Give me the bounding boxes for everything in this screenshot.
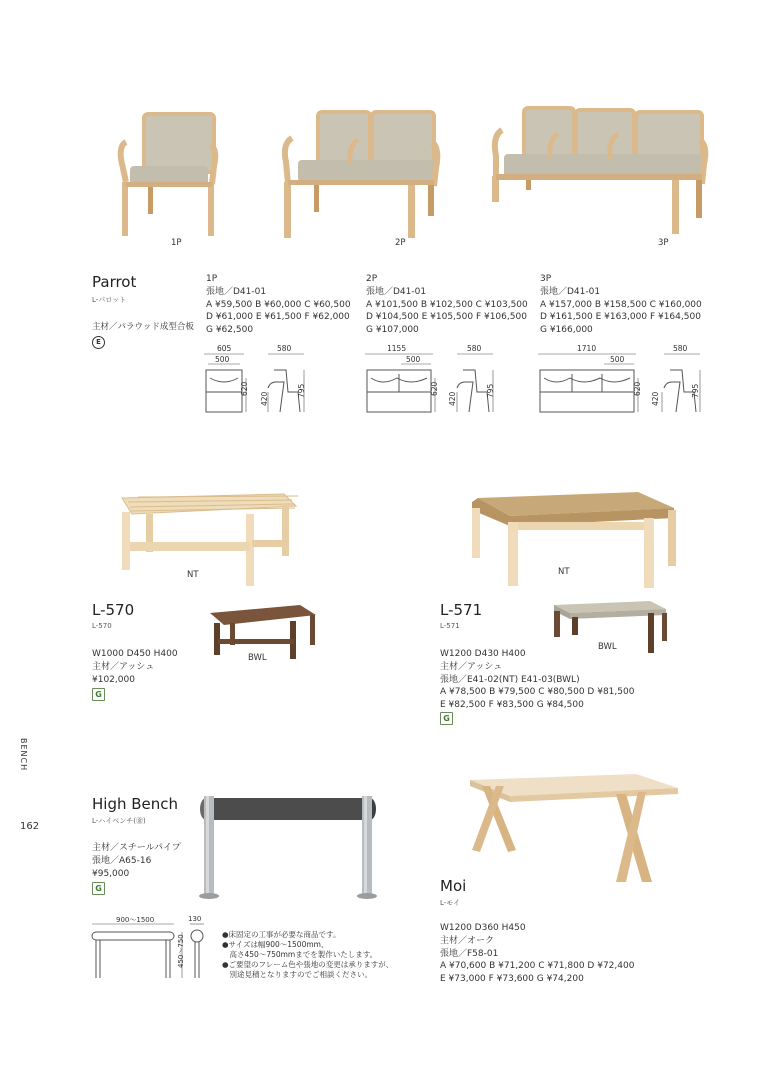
parrot-material: 主材／パラウッド成型合板 (92, 322, 194, 332)
dim-height: 795 (486, 383, 495, 398)
note-line: ●ご要望のフレーム色や張地の変更は承りますが、 (222, 960, 394, 969)
highbench-g-badge: G (92, 882, 105, 895)
dim-depth: 130 (188, 915, 202, 923)
note-line: 別途見積となりますのでご相談ください。 (222, 970, 372, 979)
parrot-caption-1p: 1P (171, 238, 182, 248)
spec-line: D ¥61,000 E ¥61,500 F ¥62,000 (206, 312, 350, 323)
l570-g-badge: G (92, 688, 105, 701)
parrot-caption-3p: 3P (658, 238, 669, 248)
dim-width: 1155 (387, 344, 407, 353)
l571-caption-nt: NT (558, 567, 570, 577)
spec-line: 張地／D41-01 (206, 286, 267, 297)
parrot-3p-spec (540, 273, 702, 337)
spec-line: E ¥73,000 F ¥73,600 G ¥74,200 (440, 974, 584, 985)
spec-line: A ¥78,500 B ¥79,500 C ¥80,500 D ¥81,500 (440, 687, 635, 698)
page-number: 162 (20, 821, 40, 832)
dim-depth: 580 (673, 344, 688, 353)
spec-line: 主材／アッシュ (440, 661, 503, 672)
moi-image (466, 772, 682, 884)
spec-line: D ¥161,500 E ¥163,000 F ¥164,500 (540, 312, 701, 323)
spec-label: 3P (540, 274, 552, 284)
spec-line: 主材／オーク (440, 935, 495, 946)
note-line: ●床固定の工事が必要な商品です。 (222, 930, 341, 939)
spec-line: ¥95,000 (92, 868, 130, 879)
highbench-title: High Bench (92, 795, 179, 813)
l570-spec (92, 648, 178, 686)
moi-subtitle: L-モイ (440, 899, 461, 907)
moi-spec (440, 922, 634, 986)
spec-line: 張地／A65-16 (92, 855, 152, 866)
highbench-diagram (90, 922, 210, 982)
spec-line: W1000 D450 H400 (92, 649, 178, 659)
parrot-3p-image (490, 104, 708, 234)
spec-line: 張地／E41-02(NT) E41-03(BWL) (440, 674, 580, 685)
moi-title: Moi (440, 877, 467, 895)
spec-line: G ¥62,500 (206, 325, 254, 336)
section-side-label: BENCH (19, 738, 28, 772)
spec-line: G ¥166,000 (540, 325, 593, 336)
l570-title: L-570 (92, 601, 135, 619)
l570-caption-nt: NT (187, 570, 199, 580)
parrot-1p-diagram (204, 352, 312, 422)
dim-height: 795 (297, 383, 306, 398)
spec-label: 1P (206, 274, 218, 284)
highbench-image (198, 788, 378, 900)
dim-seat: 500 (610, 355, 625, 364)
dim-arm-height: 420 (260, 391, 269, 406)
l571-g-badge: G (440, 712, 453, 725)
dim-seat-height: 620 (633, 381, 642, 396)
spec-line: A ¥59,500 B ¥60,000 C ¥60,500 (206, 299, 351, 310)
dim-arm-height: 420 (651, 391, 660, 406)
dim-depth: 580 (277, 344, 292, 353)
dim-width: 1710 (577, 344, 597, 353)
l570-subtitle: L-570 (92, 622, 112, 630)
dim-seat-height: 620 (240, 381, 249, 396)
l571-subtitle: L-571 (440, 622, 460, 630)
spec-line: 主材／スチールパイプ (92, 843, 181, 853)
spec-line: 張地／D41-01 (366, 286, 427, 297)
parrot-1p-image (112, 112, 222, 237)
parrot-1p-spec (206, 273, 351, 337)
note-line: ●サイズは幅900～1500mm、 (222, 940, 329, 949)
dim-seat: 500 (406, 355, 421, 364)
dim-depth: 580 (467, 344, 482, 353)
l571-spec (440, 648, 634, 712)
highbench-subtitle: L-ハイベンチ(㊎) (92, 817, 146, 825)
l571-caption-bwl: BWL (598, 642, 617, 652)
spec-line: ¥102,000 (92, 674, 135, 685)
spec-line: A ¥157,000 B ¥158,500 C ¥160,000 (540, 299, 702, 310)
highbench-spec (92, 842, 181, 880)
spec-line: W1200 D360 H450 (440, 923, 526, 933)
dim-width: 605 (217, 344, 232, 353)
parrot-subtitle: L-パロット (92, 296, 127, 304)
highbench-notes (222, 930, 393, 980)
dim-arm-height: 420 (448, 391, 457, 406)
spec-line: D ¥104,500 E ¥105,500 F ¥106,500 (366, 312, 527, 323)
parrot-2p-spec (366, 273, 528, 337)
spec-line: G ¥107,000 (366, 325, 419, 336)
l571-nt-image (468, 488, 683, 588)
dim-height: 795 (691, 383, 700, 398)
parrot-3p-diagram (538, 352, 708, 422)
spec-line: A ¥101,500 B ¥102,500 C ¥103,500 (366, 299, 528, 310)
l571-title: L-571 (440, 601, 483, 619)
spec-line: E ¥82,500 F ¥83,500 G ¥84,500 (440, 700, 584, 711)
spec-label: 2P (366, 274, 378, 284)
spec-line: A ¥70,600 B ¥71,200 C ¥71,800 D ¥72,400 (440, 961, 635, 972)
parrot-caption-2p: 2P (395, 238, 406, 248)
spec-line: 張地／F58-01 (440, 948, 499, 959)
dim-seat: 500 (215, 355, 230, 364)
parrot-title: Parrot (92, 273, 137, 291)
spec-line: 張地／D41-01 (540, 286, 601, 297)
spec-line: W1200 D430 H400 (440, 649, 526, 659)
l570-caption-bwl: BWL (248, 653, 267, 663)
note-line: 高さ450～750mmまでを製作いたします。 (222, 950, 378, 959)
parrot-e-badge: E (92, 336, 105, 349)
spec-line: 主材／アッシュ (92, 661, 155, 672)
dim-seat-height: 620 (430, 381, 439, 396)
l570-nt-image (108, 492, 298, 587)
dim-height: 450～750 (177, 934, 185, 968)
parrot-2p-image (278, 108, 440, 238)
dim-width: 900～1500 (116, 916, 155, 924)
